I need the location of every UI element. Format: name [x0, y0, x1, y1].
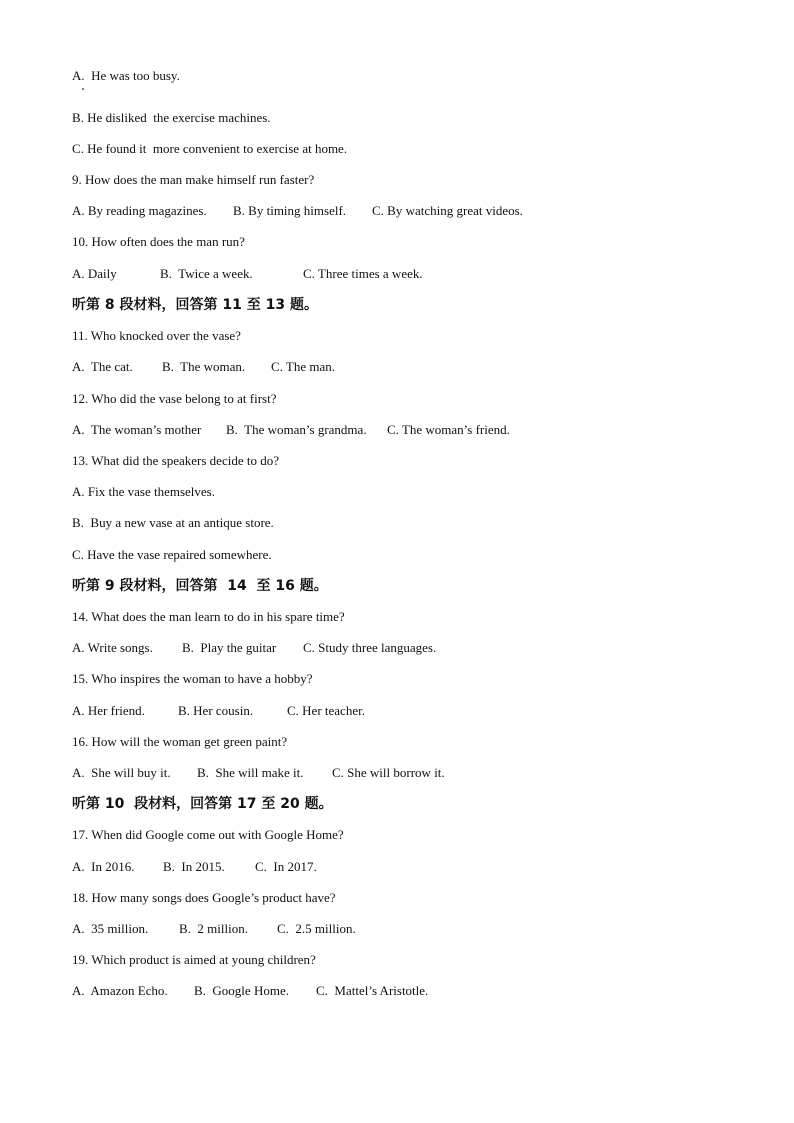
q17-question: 17. When did Google come out with Google Home? [72, 827, 344, 842]
q13-option-a: A. Fix the vase themselves. [72, 484, 215, 499]
q18-option-b: B. 2 million. [179, 921, 248, 936]
q8-option-c: C. He found it more convenient to exercise at home. [72, 141, 348, 156]
q12-option-c: C. The woman’s friend. [387, 422, 510, 437]
q11-option-c: C. The man. [271, 359, 336, 374]
q9-option-a: A. By reading magazines. [72, 203, 207, 218]
q16-option-b: B. She will make it. [197, 765, 304, 780]
section-9-heading: 听第 9 段材料，回答第 14 至 16 题。 [72, 578, 328, 594]
q11-option-b: B. The woman. [162, 359, 246, 374]
q10-question: 10. How often does the man run? [72, 234, 245, 249]
q18-question: 18. How many songs does Google’s product have? [72, 890, 336, 905]
q14-option-a: A. Write songs. [72, 640, 153, 655]
q19-option-a: A. Amazon Echo. [72, 983, 168, 998]
q19-question: 19. Which product is aimed at young children? [72, 952, 316, 967]
q19-option-b: B. Google Home. [194, 983, 289, 998]
q14-option-b: B. Play the guitar [182, 640, 277, 655]
q9-question: 9. How does the man make himself run faster? [72, 172, 315, 187]
q17-option-a: A. In 2016. [72, 859, 135, 874]
q10-option-a: A. Daily [72, 266, 117, 281]
q12-option-b: B. The woman’s grandma. [226, 422, 367, 437]
q8-option-a: A. He was too busy. [72, 68, 180, 83]
q9-option-c: C. By watching great videos. [372, 203, 523, 218]
stray-dot [82, 88, 84, 90]
q11-question: 11. Who knocked over the vase? [72, 328, 241, 343]
q8-option-b: B. He disliked the exercise machines. [72, 110, 271, 125]
q14-question: 14. What does the man learn to do in his spare time? [72, 609, 345, 624]
q14-option-c: C. Study three languages. [303, 640, 437, 655]
section-8-heading: 听第 8 段材料，回答第 11 至 13 题。 [72, 297, 318, 313]
q10-option-c: C. Three times a week. [303, 266, 423, 281]
q13-question: 13. What did the speakers decide to do? [72, 453, 279, 468]
q17-option-b: B. In 2015. [163, 859, 225, 874]
q12-question: 12. Who did the vase belong to at first? [72, 391, 277, 406]
q12-option-a: A. The woman’s mother [72, 422, 202, 437]
q15-question: 15. Who inspires the woman to have a hobby? [72, 671, 313, 686]
q13-option-b: B. Buy a new vase at an antique store. [72, 515, 274, 530]
q18-option-a: A. 35 million. [72, 921, 149, 936]
q19-option-c: C. Mattel’s Aristotle. [316, 983, 429, 998]
q13-option-c: C. Have the vase repaired somewhere. [72, 547, 272, 562]
q16-option-a: A. She will buy it. [72, 765, 171, 780]
q15-option-c: C. Her teacher. [287, 703, 365, 718]
q10-option-b: B. Twice a week. [160, 266, 253, 281]
q17-option-c: C. In 2017. [255, 859, 317, 874]
q15-option-a: A. Her friend. [72, 703, 145, 718]
q18-option-c: C. 2.5 million. [277, 921, 356, 936]
q9-option-b: B. By timing himself. [233, 203, 347, 218]
q11-option-a: A. The cat. [72, 359, 133, 374]
q16-question: 16. How will the woman get green paint? [72, 734, 288, 749]
q16-option-c: C. She will borrow it. [332, 765, 445, 780]
q15-option-b: B. Her cousin. [178, 703, 254, 718]
section-10-heading: 听第 10 段材料，回答第 17 至 20 题。 [72, 796, 333, 812]
